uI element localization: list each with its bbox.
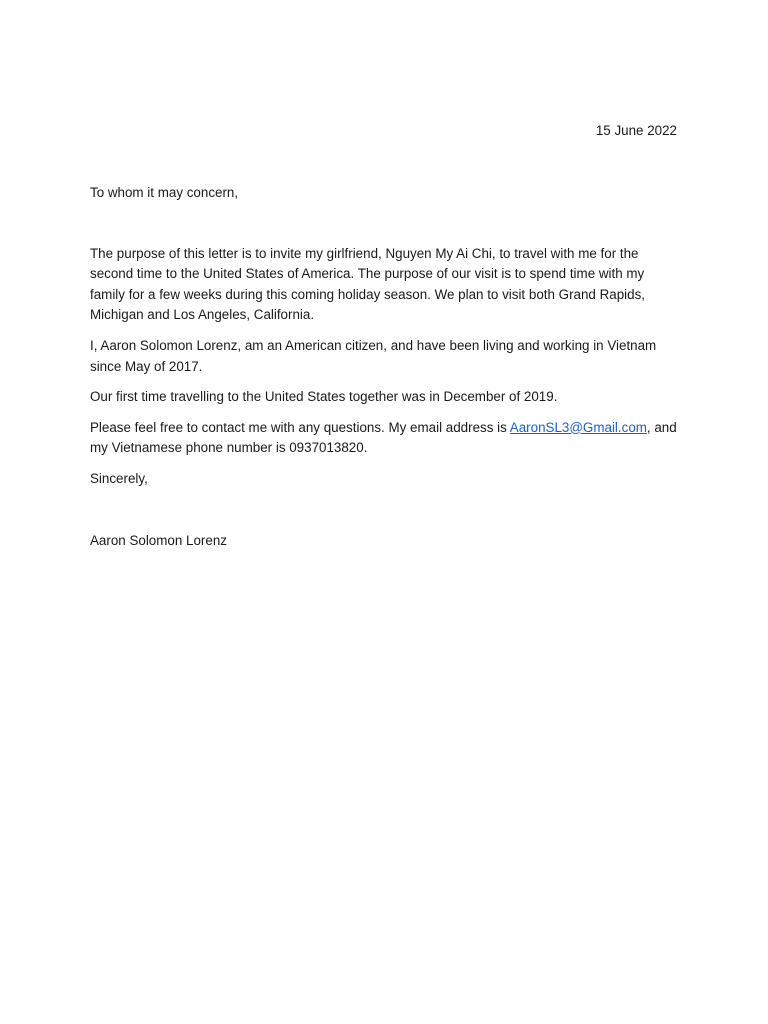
contact-text-before: Please feel free to contact me with any questions. My email address is <box>90 419 510 435</box>
signature-name: Aaron Solomon Lorenz <box>90 532 227 548</box>
paragraph-contact <box>90 418 680 459</box>
paragraph-purpose: The purpose of this letter is to invite my girlfriend, Nguyen My Ai Chi, to travel with me for the second time to the United States of America. The purpose of our visit is to spend time with my family for a few weeks during this coming holiday season. We plan to visit both Grand Rapids, Michigan and Los Angeles, California. <box>90 245 645 323</box>
letter-date: 15 June 2022 <box>595 123 677 138</box>
paragraph-citizenship: I, Aaron Solomon Lorenz, am an American citizen, and have been living and working in Vietnam since May of 2017. <box>90 337 657 374</box>
paragraph-first-trip: Our first time travelling to the United States together was in December of 2019. <box>90 389 558 405</box>
salutation: To whom it may concern, <box>90 185 239 200</box>
email-link[interactable]: AaronSL3@Gmail.com <box>509 419 647 435</box>
contact-text-after: , and my Vietnamese phone number is 0937013820. <box>90 419 677 456</box>
letter-body <box>90 183 680 551</box>
closing: Sincerely, <box>90 470 148 486</box>
